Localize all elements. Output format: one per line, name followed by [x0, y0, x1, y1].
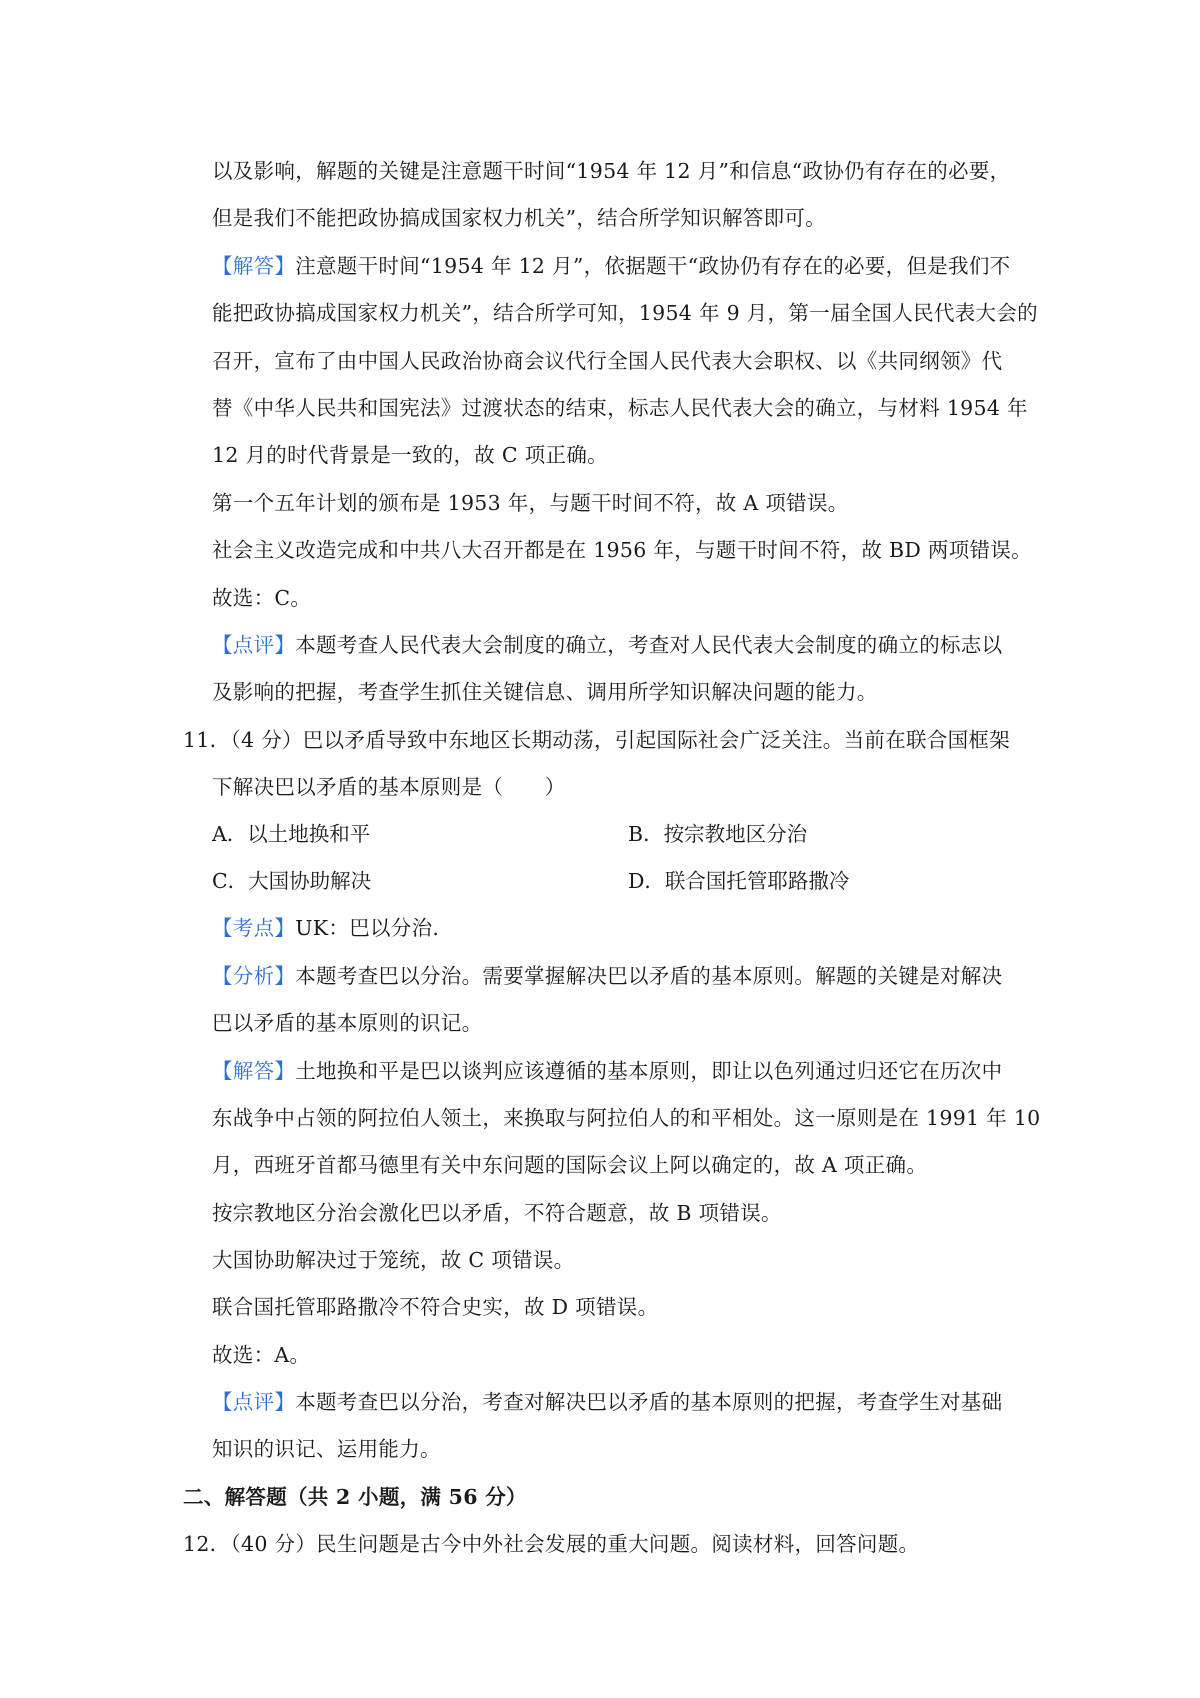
prev-answer-line: 12 月的时代背景是一致的，故 C 项正确。 — [212, 443, 608, 467]
question-stem: 12．（40 分）民生问题是古今中外社会发展的重大问题。阅读材料，回答问题。 — [183, 1532, 920, 1556]
question-stem: 11．（4 分）巴以矛盾导致中东地区长期动荡，引起国际社会广泛关注。当前在联合国框架 — [183, 728, 1010, 752]
answer-line — [212, 1057, 1002, 1085]
answer-tag: 【解答】 — [212, 1059, 296, 1083]
review-text: 本题考查巴以分治，考查对解决巴以矛盾的基本原则的把握，考查学生对基础 — [295, 1390, 1003, 1414]
option-a: A．以土地换和平 — [212, 822, 371, 846]
prev-review-line — [212, 631, 1002, 659]
answer-text: 注意题干时间“1954 年 12 月”，依据题干“政协仍有存在的必要，但是我们不 — [295, 254, 1011, 278]
analysis-line — [212, 962, 1002, 990]
answer-text: 土地换和平是巴以谈判应该遵循的基本原则，即让以色列通过归还它在历次中 — [295, 1059, 1003, 1083]
answer-line: 月，西班牙首都马德里有关中东问题的国际会议上阿以确定的，故 A 项正确。 — [212, 1153, 928, 1177]
option-c: C．大国协助解决 — [212, 869, 372, 893]
point-line — [212, 914, 439, 942]
answer-line: 按宗教地区分治会激化巴以矛盾，不符合题意，故 B 项错误。 — [212, 1201, 782, 1225]
review-line: 知识的识记、运用能力。 — [212, 1437, 441, 1461]
prev-analysis-line: 以及影响，解题的关键是注意题干时间“1954 年 12 月”和信息“政协仍有存在的必要， — [212, 159, 1011, 183]
analysis-line: 巴以矛盾的基本原则的识记。 — [212, 1011, 483, 1035]
analysis-tag: 【分析】 — [212, 964, 296, 988]
answer-tag: 【解答】 — [212, 254, 296, 278]
section-heading: 二、解答题（共 2 小题，满 56 分） — [183, 1485, 527, 1509]
option-b: B．按宗教地区分治 — [628, 822, 808, 846]
analysis-text: 本题考查巴以分治。需要掌握解决巴以矛盾的基本原则。解题的关键是对解决 — [295, 964, 1003, 988]
prev-answer-line: 替《中华人民共和国宪法》过渡状态的结束，标志人民代表大会的确立，与材料 1954 年 — [212, 396, 1028, 420]
review-text: 本题考查人民代表大会制度的确立，考查对人民代表大会制度的确立的标志以 — [295, 633, 1003, 657]
point-text: UK：巴以分治. — [295, 916, 440, 940]
prev-answer-line: 第一个五年计划的颁布是 1953 年，与题干时间不符，故 A 项错误。 — [212, 491, 849, 515]
prev-answer-line: 能把政协搞成国家权力机关”，结合所学可知，1954 年 9 月，第一届全国人民代表大会的 — [212, 301, 1038, 325]
question-stem: 下解决巴以矛盾的基本原则是（ ） — [212, 775, 566, 799]
answer-line: 东战争中占领的阿拉伯人领土，来换取与阿拉伯人的和平相处。这一原则是在 1991 年 10 — [212, 1106, 1041, 1130]
review-tag: 【点评】 — [212, 1390, 296, 1414]
answer-line: 联合国托管耶路撒冷不符合史实，故 D 项错误。 — [212, 1295, 659, 1319]
point-tag: 【考点】 — [212, 916, 296, 940]
option-d: D．联合国托管耶路撒冷 — [628, 869, 850, 893]
prev-answer-line: 故选：C。 — [212, 586, 312, 610]
answer-line: 故选：A。 — [212, 1343, 311, 1367]
prev-analysis-line: 但是我们不能把政协搞成国家权力机关”，结合所学知识解答即可。 — [212, 206, 826, 230]
prev-review-line: 及影响的把握，考查学生抓住关键信息、调用所学知识解决问题的能力。 — [212, 680, 878, 704]
answer-line: 大国协助解决过于笼统，故 C 项错误。 — [212, 1248, 575, 1272]
prev-answer-line: 召开，宣布了由中国人民政治协商会议代行全国人民代表大会职权、以《共同纲领》代 — [212, 349, 1003, 373]
prev-answer-line: 社会主义改造完成和中共八大召开都是在 1956 年，与题干时间不符，故 BD 两项错误。 — [212, 538, 1032, 562]
review-line — [212, 1388, 1002, 1416]
review-tag: 【点评】 — [212, 633, 296, 657]
prev-answer-line — [212, 252, 1010, 280]
